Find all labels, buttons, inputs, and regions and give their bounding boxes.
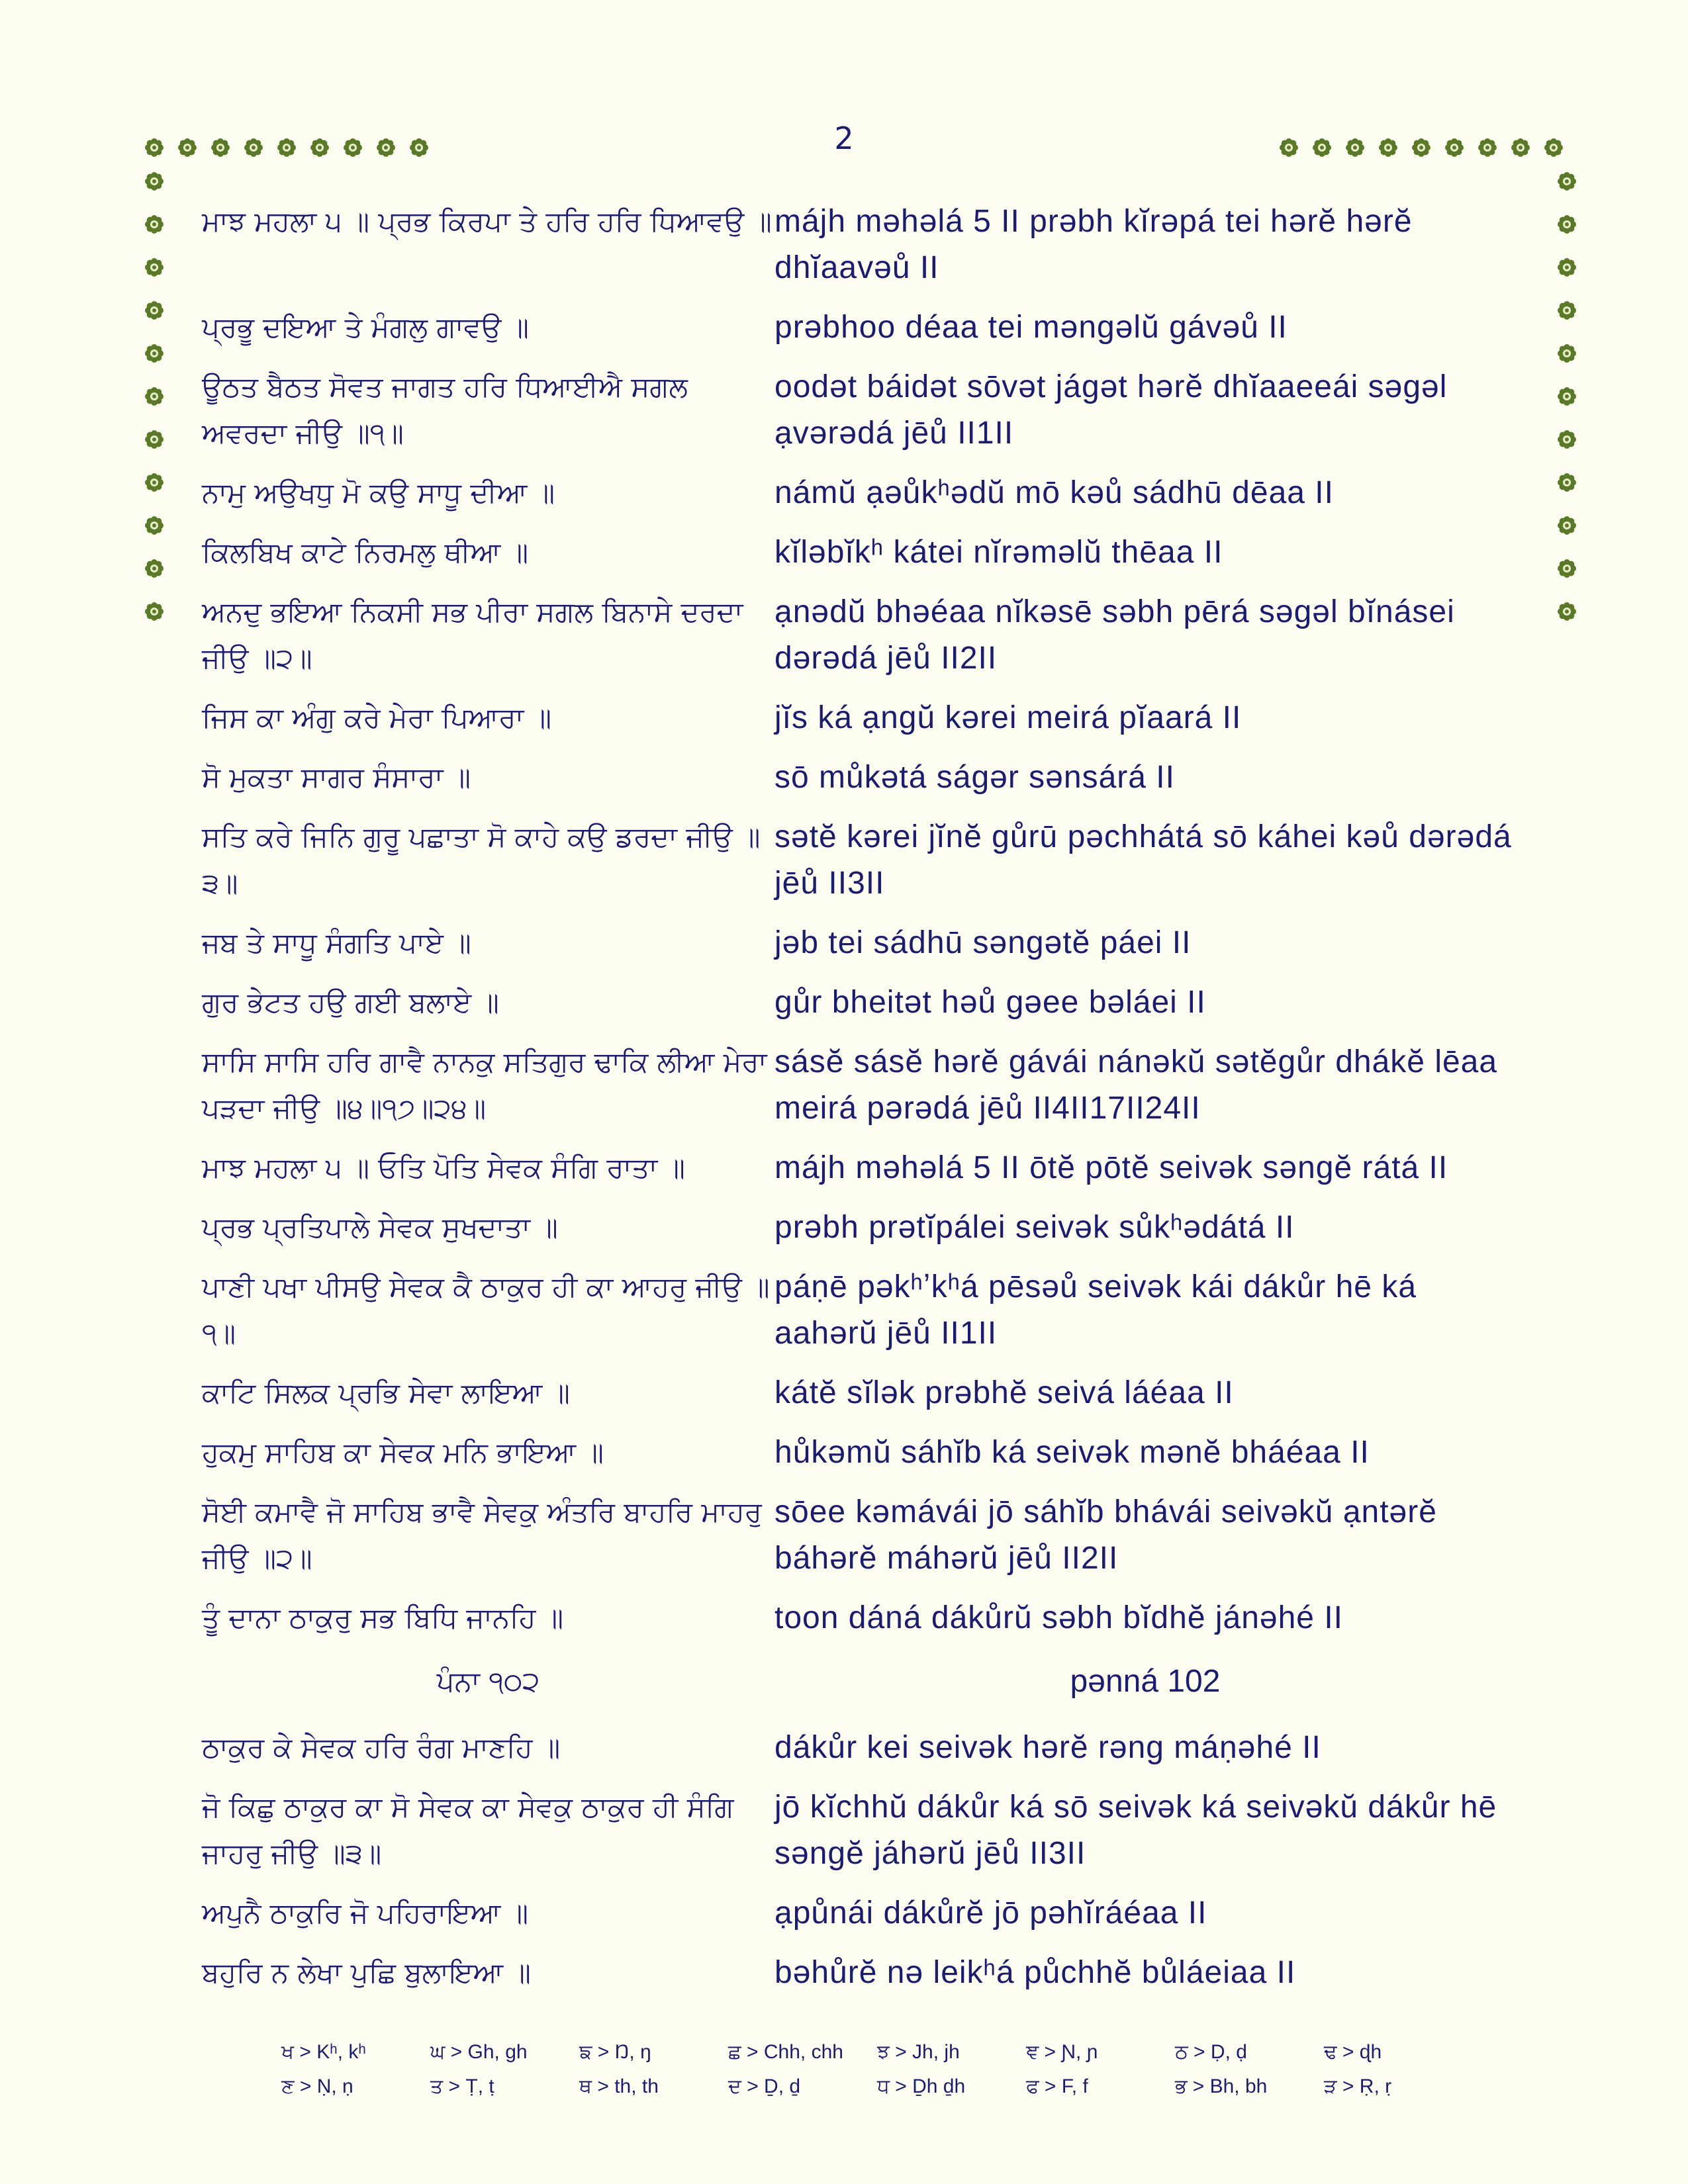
verse-row — [202, 1430, 1539, 1476]
verse-row — [202, 529, 1539, 576]
verse-gurmukhi: ਪ੍ਰਭ ਪ੍ਰਤਿਪਾਲੇ ਸੇਵਕ ਸੁਖਦਾਤਾ ॥ — [202, 1211, 558, 1244]
legend-row-2 — [281, 2070, 1473, 2104]
flower-ornament-icon — [1377, 136, 1399, 159]
verse-gurmukhi: ਅਪੁਨੈ ਠਾਕੁਰਿ ਜੋ ਪਹਿਰਾਇਆ ॥ — [202, 1897, 529, 1929]
verse-transliteration: toon dáná dákůrŭ səbh bĭdhĕ jánəhé II — [774, 1600, 1343, 1635]
verse-row — [202, 1489, 1539, 1582]
verse-gurmukhi: ਜਬ ਤੇ ਸਾਧੂ ਸੰਗਤਿ ਪਾਏ ॥ — [202, 927, 471, 959]
verse-transliteration: jĭs ká ạngŭ kərei meirá pĭaará II — [774, 700, 1242, 735]
page-marker-gurmukhi: ਪੰਨਾ ੧੦੨ — [436, 1665, 540, 1698]
verse-gurmukhi: ਸੋਈ ਕਮਾਵੈ ਜੋ ਸਾਹਿਬ ਭਾਵੈ ਸੇਵਕੁ ਅੰਤਰਿ ਬਾਹਰਿ ਮਾਹਰੁ ਜੀਉ ॥੨॥ — [202, 1496, 762, 1574]
legend-item: ਣ > Ṇ, ṇ — [281, 2075, 353, 2097]
flower-ornament-icon — [176, 136, 199, 159]
verse-gurmukhi: ਤੂੰ ਦਾਨਾ ਠਾਕੁਰੁ ਸਭ ਬਿਧਿ ਜਾਨਹਿ ॥ — [202, 1602, 564, 1634]
verse-row — [202, 814, 1539, 907]
verse-transliteration: prəbhoo déaa tei məngəlŭ gávəů II — [774, 310, 1288, 345]
flower-ornament-icon — [408, 136, 430, 159]
transliteration-legend — [281, 2035, 1473, 2104]
legend-item: ਥ > th, th — [579, 2075, 659, 2097]
legend-item: ਢ > ɖh — [1324, 2041, 1382, 2063]
verse-gurmukhi: ਅਨਦੁ ਭਇਆ ਨਿਕਸੀ ਸਭ ਪੀਰਾ ਸਗਲ ਬਿਨਾਸੇ ਦਰਦਾ ਜੀਉ ॥੨॥ — [202, 596, 743, 674]
verse-transliteration: májh məhəlá 5 II ōtĕ pōtĕ seivək səngĕ rátá II — [774, 1150, 1448, 1185]
verse-row — [202, 1784, 1539, 1877]
verse-row — [202, 364, 1539, 457]
verse-gurmukhi: ਜੋ ਕਿਛੁ ਠਾਕੁਰ ਕਾ ਸੋ ਸੇਵਕ ਕਾ ਸੇਵਕੁ ਠਾਕੁਰ ਹੀ ਸੰਗਿ ਜਾਹਰੁ ਜੀਉ ॥੩॥ — [202, 1791, 734, 1870]
flower-ornament-icon — [143, 170, 165, 193]
flower-ornament-icon — [143, 136, 165, 159]
verse-transliteration: páṇē pəkʰʼkʰá pēsəů seivək kái dákůr hē ká aahərŭ jēů II1II — [774, 1269, 1417, 1351]
flower-ornament-icon — [143, 428, 165, 451]
flower-ornament-icon — [143, 385, 165, 408]
verse-transliteration: jəb tei sádhū səngətĕ páei II — [774, 925, 1192, 960]
verse-transliteration: prəbh prətĭpálei seivək sůkʰədátá II — [774, 1210, 1295, 1245]
verse-gurmukhi: ਨਾਮੁ ਅਉਖਧੁ ਮੋ ਕਉ ਸਾਧੂ ਦੀਆ ॥ — [202, 477, 555, 509]
flower-ornament-icon — [1556, 342, 1578, 365]
verse-transliteration: kĭləbĭkʰ kátei nĭrəməlŭ thēaa II — [774, 535, 1223, 570]
legend-item: ਛ > Chh, chh — [728, 2041, 843, 2063]
flower-ornament-icon — [1278, 136, 1300, 159]
flower-border-right — [1556, 170, 1578, 623]
flower-ornament-icon — [143, 213, 165, 236]
flower-ornament-icon — [1410, 136, 1432, 159]
legend-item: ਝ > Jh, jh — [877, 2041, 960, 2063]
verse-gurmukhi: ਮਾਝ ਮਹਲਾ ੫ ॥ ਪ੍ਰਭ ਕਿਰਪਾ ਤੇ ਹਰਿ ਹਰਿ ਧਿਆਵਉ ॥ — [202, 205, 772, 238]
flower-ornament-icon — [242, 136, 265, 159]
flower-ornament-icon — [1311, 136, 1333, 159]
legend-item: ਖ > Kʰ, kʰ — [281, 2041, 366, 2063]
flower-border-top-right — [1278, 136, 1565, 159]
flower-ornament-icon — [143, 256, 165, 279]
verse-row — [202, 754, 1539, 801]
verse-row — [202, 589, 1539, 682]
verse-transliteration: jō kĭchhŭ dákůr ká sō seivək ká seivəkŭ dákůr hē səngĕ jáhərŭ jēů II3II — [774, 1790, 1497, 1871]
verse-transliteration: gůr bheitət həů gəee bəláei II — [774, 985, 1206, 1020]
legend-item: ੜ > Ṛ, ṛ — [1324, 2075, 1392, 2097]
verse-gurmukhi: ਜਿਸ ਕਾ ਅੰਗੁ ਕਰੇ ਮੇਰਾ ਪਿਆਰਾ ॥ — [202, 702, 552, 734]
flower-ornament-icon — [1443, 136, 1466, 159]
verse-row — [202, 1205, 1539, 1251]
verse-row — [202, 1950, 1539, 1996]
flower-ornament-icon — [143, 342, 165, 365]
flower-ornament-icon — [209, 136, 232, 159]
flower-ornament-icon — [1556, 170, 1578, 193]
verse-list — [202, 199, 1539, 1641]
verse-transliteration: sásĕ sásĕ hərĕ gávái nánəkŭ sətĕgůr dhákĕ lēaa meirá pərədá jēů II4II17II24II — [774, 1044, 1498, 1126]
flower-ornament-icon — [1556, 514, 1578, 537]
verse-row — [202, 199, 1539, 291]
legend-row-1 — [281, 2035, 1473, 2070]
flower-ornament-icon — [1556, 213, 1578, 236]
verse-list-2 — [202, 1725, 1539, 1996]
verse-transliteration: námŭ ạəůkʰədŭ mō kəů sádhū dēaa II — [774, 475, 1334, 510]
verse-row — [202, 1595, 1539, 1641]
verse-row — [202, 1264, 1539, 1357]
verse-transliteration: májh məhəlá 5 II prəbh kĭrəpá tei hərĕ hərĕ dhĭaavəů II — [774, 204, 1413, 285]
verse-gurmukhi: ਸੋ ਮੁਕਤਾ ਸਾਗਰ ਸੰਸਾਰਾ ॥ — [202, 761, 471, 794]
flower-ornament-icon — [1556, 471, 1578, 494]
flower-ornament-icon — [1344, 136, 1366, 159]
legend-item: ਤ > Ṭ, ṭ — [430, 2075, 494, 2097]
flower-ornament-icon — [1556, 256, 1578, 279]
flower-ornament-icon — [1556, 557, 1578, 580]
legend-item: ਦ > Ḏ, ḏ — [728, 2075, 801, 2097]
flower-ornament-icon — [1556, 428, 1578, 451]
flower-ornament-icon — [1556, 600, 1578, 623]
verse-gurmukhi: ਸਾਸਿ ਸਾਸਿ ਹਰਿ ਗਾਵੈ ਨਾਨਕੁ ਸਤਿਗੁਰ ਢਾਕਿ ਲੀਆ ਮੇਰਾ ਪੜਦਾ ਜੀਉ ॥੪॥੧੭॥੨੪॥ — [202, 1046, 767, 1124]
verse-row — [202, 1725, 1539, 1771]
flower-ornament-icon — [143, 471, 165, 494]
verse-gurmukhi: ਕਾਟਿ ਸਿਲਕ ਪ੍ਰਭਿ ਸੇਵਾ ਲਾਇਆ ॥ — [202, 1377, 570, 1409]
flower-ornament-icon — [1476, 136, 1499, 159]
flower-ornament-icon — [143, 514, 165, 537]
flower-ornament-icon — [375, 136, 397, 159]
verse-gurmukhi: ਪ੍ਰਭੂ ਦਇਆ ਤੇ ਮੰਗਲੁ ਗਾਵਉ ॥ — [202, 311, 529, 343]
flower-ornament-icon — [143, 299, 165, 322]
verse-row — [202, 920, 1539, 966]
verse-transliteration: oodət báidət sōvət jágət hərĕ dhĭaaeeái səgəl ạvərədá jēů II1II — [774, 369, 1448, 451]
verse-transliteration: bəhůrĕ nə leikʰá půchhĕ bůláeiaa II — [774, 1955, 1296, 1990]
verse-row — [202, 1370, 1539, 1416]
verse-transliteration: sətĕ kərei jĭnĕ gůrū pəchhátá sō káhei kəů dərədá jēů II3II — [774, 819, 1512, 901]
flower-ornament-icon — [143, 557, 165, 580]
legend-item: ਙ > Ŋ, ŋ — [579, 2041, 651, 2063]
verse-gurmukhi: ਪਾਣੀ ਪਖਾ ਪੀਸਉ ਸੇਵਕ ਕੈ ਠਾਕੁਰ ਹੀ ਕਾ ਆਹਰੁ ਜੀਉ ॥੧॥ — [202, 1271, 770, 1349]
flower-ornament-icon — [275, 136, 298, 159]
page-marker-translit: pənná 102 — [1070, 1664, 1221, 1699]
legend-item: ਫ > F, f — [1026, 2075, 1088, 2097]
verse-transliteration: sōee kəmávái jō sáhĭb bhávái seivəkŭ ạntərĕ báhərĕ máhərŭ jēů II2II — [774, 1494, 1437, 1576]
verse-gurmukhi: ਬਹੁਰਿ ਨ ਲੇਖਾ ਪੁਛਿ ਬੁਲਾਇਆ ॥ — [202, 1956, 531, 1989]
flower-ornament-icon — [1542, 136, 1565, 159]
verse-gurmukhi: ਹੁਕਮੁ ਸਾਹਿਬ ਕਾ ਸੇਵਕ ਮਨਿ ਭਾਇਆ ॥ — [202, 1436, 604, 1469]
page-number: 2 — [834, 120, 854, 156]
flower-ornament-icon — [143, 600, 165, 623]
verse-row — [202, 470, 1539, 516]
verse-transliteration: ạnədŭ bhəéaa nĭkəsē səbh pērá səgəl bĭnásei dərədá jēů II2II — [774, 594, 1455, 676]
verse-gurmukhi: ਠਾਕੁਰ ਕੇ ਸੇਵਕ ਹਰਿ ਰੰਗ ਮਾਣਹਿ ॥ — [202, 1731, 561, 1764]
verse-gurmukhi: ਊਠਤ ਬੈਠਤ ਸੋਵਤ ਜਾਗਤ ਹਰਿ ਧਿਆਈਐ ਸਗਲ ਅਵਰਦਾ ਜੀਉ ॥੧॥ — [202, 371, 688, 449]
verse-transliteration: hůkəmŭ sáhĭb ká seivək mənĕ bháéaa II — [774, 1435, 1370, 1470]
verse-row — [202, 1039, 1539, 1132]
verse-gurmukhi: ਗੁਰ ਭੇਟਤ ਹਉ ਗਈ ਬਲਾਏ ॥ — [202, 986, 499, 1019]
legend-item: ਧ > Ḏh ḏh — [877, 2075, 966, 2097]
legend-item: ਘ > Gh, gh — [430, 2041, 528, 2063]
verse-row — [202, 695, 1539, 741]
verse-row — [202, 1890, 1539, 1936]
verse-row — [202, 979, 1539, 1026]
verse-gurmukhi: ਸਤਿ ਕਰੇ ਜਿਨਿ ਗੁਰੂ ਪਛਾਤਾ ਸੋ ਕਾਹੇ ਕਉ ਡਰਦਾ ਜੀਉ ॥੩॥ — [202, 821, 761, 899]
flower-ornament-icon — [308, 136, 331, 159]
legend-item: ਭ > Bh, bh — [1175, 2075, 1268, 2097]
verse-row — [202, 1145, 1539, 1191]
flower-border-top-left — [143, 136, 430, 159]
flower-ornament-icon — [1509, 136, 1532, 159]
legend-item: ਠ > Ḍ, ḍ — [1175, 2041, 1247, 2063]
verse-gurmukhi: ਮਾਝ ਮਹਲਾ ੫ ॥ ਓਤਿ ਪੋਤਿ ਸੇਵਕ ਸੰਗਿ ਰਾਤਾ ॥ — [202, 1152, 685, 1184]
flower-border-left — [143, 170, 165, 623]
verse-transliteration: ạpůnái dákůrĕ jō pəhĭráéaa II — [774, 1895, 1207, 1931]
flower-ornament-icon — [1556, 299, 1578, 322]
verse-transliteration: sō můkətá ságər sənsárá II — [774, 760, 1175, 795]
verse-row — [202, 304, 1539, 351]
verse-transliteration: kátĕ sĭlək prəbhĕ seivá láéaa II — [774, 1375, 1234, 1410]
flower-ornament-icon — [342, 136, 364, 159]
verse-transliteration: dákůr kei seivək hərĕ rəng máṇəhé II — [774, 1730, 1321, 1765]
verse-gurmukhi: ਕਿਲਬਿਖ ਕਾਟੇ ਨਿਰਮਲੁ ਥੀਆ ॥ — [202, 536, 529, 569]
legend-item: ਞ > Ɲ, ɲ — [1026, 2041, 1098, 2063]
flower-ornament-icon — [1556, 385, 1578, 408]
verse-content — [202, 199, 1539, 2009]
page-marker — [202, 1659, 1539, 1705]
